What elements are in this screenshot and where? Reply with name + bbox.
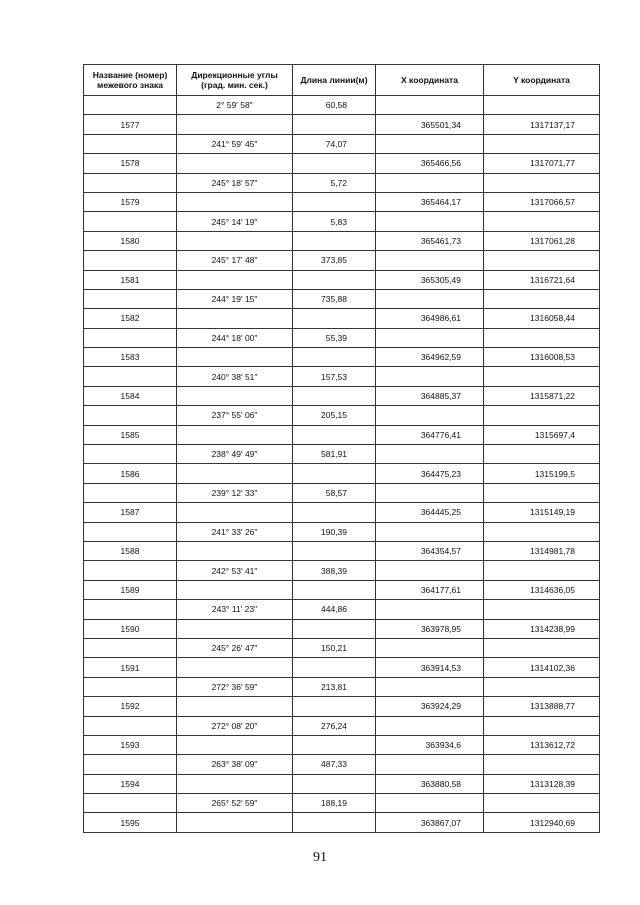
- cell-direction-angle: 240° 38' 51": [177, 367, 293, 386]
- cell-direction-angle: 272° 08' 20": [177, 716, 293, 735]
- page-number: 91: [313, 850, 327, 865]
- table-row-point: [84, 348, 600, 367]
- header-y-coordinate: Y координата: [484, 65, 600, 96]
- cell-mark-name-empty: [84, 483, 177, 502]
- cell-direction-angle: 241° 33' 26": [177, 522, 293, 541]
- cell-mark-name: 1591: [84, 658, 177, 677]
- cell-y-empty: [484, 96, 600, 115]
- cell-mark-name: 1590: [84, 619, 177, 638]
- table-row-point: [84, 425, 600, 444]
- cell-angle-empty: [177, 735, 293, 754]
- cell-mark-name-empty: [84, 367, 177, 386]
- cell-length-empty: [293, 115, 376, 134]
- cell-mark-name-empty: [84, 212, 177, 231]
- cell-x-empty: [376, 212, 484, 231]
- cell-mark-name: 1579: [84, 192, 177, 211]
- cell-x-empty: [376, 638, 484, 657]
- cell-y-coordinate: 1316721,64: [484, 270, 600, 289]
- cell-y-empty: [484, 600, 600, 619]
- cell-mark-name-empty: [84, 600, 177, 619]
- cell-mark-name: 1578: [84, 154, 177, 173]
- cell-mark-name-empty: [84, 677, 177, 696]
- cell-length-empty: [293, 348, 376, 367]
- cell-y-empty: [484, 716, 600, 735]
- table-row-segment: [84, 600, 600, 619]
- cell-line-length: 5,72: [293, 173, 376, 192]
- cell-x-empty: [376, 600, 484, 619]
- cell-x-coordinate: 363934,6: [376, 735, 484, 754]
- table-row-point: [84, 115, 600, 134]
- table-row-point: [84, 541, 600, 560]
- cell-y-coordinate: 1313888,77: [484, 697, 600, 716]
- cell-y-empty: [484, 677, 600, 696]
- cell-mark-name-empty: [84, 638, 177, 657]
- cell-angle-empty: [177, 541, 293, 560]
- header-mark-name: Название (номер) межевого знака: [84, 65, 177, 96]
- boundary-coordinates-table: [83, 64, 600, 833]
- cell-x-coordinate: 363978,95: [376, 619, 484, 638]
- cell-y-coordinate: 1314238,99: [484, 619, 600, 638]
- header-line-length: Длина линии(м): [293, 65, 376, 96]
- table-row-segment: [84, 96, 600, 115]
- cell-x-coordinate: 363914,53: [376, 658, 484, 677]
- cell-x-coordinate: 364885,37: [376, 386, 484, 405]
- cell-direction-angle: 242° 53' 41": [177, 561, 293, 580]
- cell-y-empty: [484, 638, 600, 657]
- cell-x-empty: [376, 794, 484, 813]
- cell-x-coordinate: 364986,61: [376, 309, 484, 328]
- cell-y-empty: [484, 794, 600, 813]
- cell-direction-angle: 243° 11' 23": [177, 600, 293, 619]
- cell-line-length: 58,57: [293, 483, 376, 502]
- cell-y-coordinate: 1314981,78: [484, 541, 600, 560]
- cell-x-coordinate: 365461,73: [376, 231, 484, 250]
- cell-direction-angle: 245° 14' 19": [177, 212, 293, 231]
- cell-angle-empty: [177, 697, 293, 716]
- cell-line-length: 55,39: [293, 328, 376, 347]
- cell-mark-name: 1595: [84, 813, 177, 832]
- header-direction-angle: Дирекционные углы (град. мин. сек.): [177, 65, 293, 96]
- cell-y-coordinate: 1313128,39: [484, 774, 600, 793]
- cell-x-empty: [376, 483, 484, 502]
- cell-y-coordinate: 1317137,17: [484, 115, 600, 134]
- cell-x-empty: [376, 289, 484, 308]
- cell-line-length: 581,91: [293, 445, 376, 464]
- cell-angle-empty: [177, 464, 293, 483]
- cell-x-empty: [376, 561, 484, 580]
- table-row-segment: [84, 445, 600, 464]
- cell-line-length: 444,86: [293, 600, 376, 619]
- cell-y-empty: [484, 483, 600, 502]
- cell-length-empty: [293, 774, 376, 793]
- cell-mark-name-empty: [84, 251, 177, 270]
- table-row-point: [84, 580, 600, 599]
- cell-direction-angle: 2° 59' 58": [177, 96, 293, 115]
- cell-y-coordinate: 1316058,44: [484, 309, 600, 328]
- cell-length-empty: [293, 270, 376, 289]
- cell-y-empty: [484, 251, 600, 270]
- table-row-segment: [84, 561, 600, 580]
- cell-angle-empty: [177, 115, 293, 134]
- cell-line-length: 157,53: [293, 367, 376, 386]
- cell-mark-name: 1594: [84, 774, 177, 793]
- cell-length-empty: [293, 231, 376, 250]
- cell-direction-angle: 241° 59' 45": [177, 134, 293, 153]
- cell-y-coordinate: 1312940,69: [484, 813, 600, 832]
- cell-direction-angle: 265° 52' 59": [177, 794, 293, 813]
- cell-direction-angle: 272° 36' 59": [177, 677, 293, 696]
- cell-length-empty: [293, 309, 376, 328]
- cell-direction-angle: 237° 55' 06": [177, 406, 293, 425]
- cell-length-empty: [293, 464, 376, 483]
- table-row-point: [84, 813, 600, 832]
- table-row-segment: [84, 328, 600, 347]
- cell-x-empty: [376, 406, 484, 425]
- table-row-point: [84, 619, 600, 638]
- cell-length-empty: [293, 503, 376, 522]
- cell-y-empty: [484, 173, 600, 192]
- cell-direction-angle: 245° 26' 47": [177, 638, 293, 657]
- cell-direction-angle: 263° 38' 09": [177, 755, 293, 774]
- cell-y-coordinate: 1317066,57: [484, 192, 600, 211]
- table-row-segment: [84, 212, 600, 231]
- cell-y-coordinate: 1313612,72: [484, 735, 600, 754]
- cell-length-empty: [293, 386, 376, 405]
- cell-y-empty: [484, 289, 600, 308]
- cell-x-coordinate: 364177,61: [376, 580, 484, 599]
- cell-line-length: 213,81: [293, 677, 376, 696]
- cell-line-length: 276,24: [293, 716, 376, 735]
- cell-x-empty: [376, 96, 484, 115]
- table-row-segment: [84, 251, 600, 270]
- cell-angle-empty: [177, 503, 293, 522]
- table-row-point: [84, 192, 600, 211]
- cell-y-empty: [484, 445, 600, 464]
- cell-x-coordinate: 363924,29: [376, 697, 484, 716]
- cell-x-empty: [376, 251, 484, 270]
- cell-angle-empty: [177, 309, 293, 328]
- cell-line-length: 74,07: [293, 134, 376, 153]
- cell-y-empty: [484, 406, 600, 425]
- cell-mark-name: 1587: [84, 503, 177, 522]
- table-row-point: [84, 735, 600, 754]
- cell-length-empty: [293, 813, 376, 832]
- cell-y-coordinate: 1315697,4: [484, 425, 600, 444]
- cell-x-empty: [376, 445, 484, 464]
- table-row-point: [84, 658, 600, 677]
- cell-angle-empty: [177, 813, 293, 832]
- cell-mark-name: 1586: [84, 464, 177, 483]
- cell-x-empty: [376, 716, 484, 735]
- cell-x-coordinate: 365501,34: [376, 115, 484, 134]
- cell-length-empty: [293, 541, 376, 560]
- cell-length-empty: [293, 425, 376, 444]
- cell-x-coordinate: 365305,49: [376, 270, 484, 289]
- cell-direction-angle: 245° 17' 48": [177, 251, 293, 270]
- cell-mark-name-empty: [84, 289, 177, 308]
- cell-x-empty: [376, 328, 484, 347]
- table-row-segment: [84, 755, 600, 774]
- cell-angle-empty: [177, 386, 293, 405]
- cell-mark-name: 1582: [84, 309, 177, 328]
- cell-angle-empty: [177, 774, 293, 793]
- cell-y-empty: [484, 328, 600, 347]
- cell-angle-empty: [177, 154, 293, 173]
- cell-y-coordinate: 1317061,28: [484, 231, 600, 250]
- table-row-point: [84, 697, 600, 716]
- cell-mark-name: 1583: [84, 348, 177, 367]
- cell-y-coordinate: 1315871,22: [484, 386, 600, 405]
- cell-mark-name-empty: [84, 716, 177, 735]
- cell-x-empty: [376, 134, 484, 153]
- cell-direction-angle: 239° 12' 33": [177, 483, 293, 502]
- cell-angle-empty: [177, 580, 293, 599]
- table-row-segment: [84, 638, 600, 657]
- table-row-segment: [84, 289, 600, 308]
- table-row-segment: [84, 794, 600, 813]
- table-row-segment: [84, 406, 600, 425]
- cell-x-empty: [376, 173, 484, 192]
- cell-length-empty: [293, 658, 376, 677]
- cell-y-coordinate: 1317071,77: [484, 154, 600, 173]
- cell-direction-angle: 244° 18' 00": [177, 328, 293, 347]
- cell-mark-name-empty: [84, 561, 177, 580]
- cell-y-coordinate: 1314636,05: [484, 580, 600, 599]
- table-row-segment: [84, 716, 600, 735]
- table-row-segment: [84, 134, 600, 153]
- cell-direction-angle: 244° 19' 15": [177, 289, 293, 308]
- table-row-segment: [84, 522, 600, 541]
- cell-mark-name-empty: [84, 406, 177, 425]
- cell-x-coordinate: 364445,25: [376, 503, 484, 522]
- table-row-point: [84, 386, 600, 405]
- cell-line-length: 205,15: [293, 406, 376, 425]
- cell-mark-name: 1589: [84, 580, 177, 599]
- cell-angle-empty: [177, 619, 293, 638]
- cell-mark-name: 1592: [84, 697, 177, 716]
- cell-length-empty: [293, 697, 376, 716]
- cell-y-coordinate: 1316008,53: [484, 348, 600, 367]
- cell-line-length: 188,19: [293, 794, 376, 813]
- cell-line-length: 190,39: [293, 522, 376, 541]
- cell-x-coordinate: 364962,59: [376, 348, 484, 367]
- cell-angle-empty: [177, 192, 293, 211]
- cell-y-coordinate: 1315149,19: [484, 503, 600, 522]
- cell-line-length: 735,88: [293, 289, 376, 308]
- cell-x-empty: [376, 755, 484, 774]
- cell-mark-name: 1585: [84, 425, 177, 444]
- cell-angle-empty: [177, 425, 293, 444]
- cell-y-empty: [484, 561, 600, 580]
- cell-direction-angle: 238° 49' 49": [177, 445, 293, 464]
- cell-angle-empty: [177, 231, 293, 250]
- cell-mark-name: 1577: [84, 115, 177, 134]
- cell-mark-name: 1593: [84, 735, 177, 754]
- cell-x-coordinate: 365464,17: [376, 192, 484, 211]
- table-row-point: [84, 503, 600, 522]
- cell-length-empty: [293, 154, 376, 173]
- cell-length-empty: [293, 580, 376, 599]
- cell-mark-name-empty: [84, 522, 177, 541]
- cell-mark-name-empty: [84, 173, 177, 192]
- cell-mark-name: 1584: [84, 386, 177, 405]
- cell-x-coordinate: 364354,57: [376, 541, 484, 560]
- cell-line-length: 150,21: [293, 638, 376, 657]
- cell-mark-name-empty: [84, 96, 177, 115]
- cell-x-coordinate: 363880,58: [376, 774, 484, 793]
- cell-y-coordinate: 1315199,5: [484, 464, 600, 483]
- cell-y-empty: [484, 755, 600, 774]
- cell-y-empty: [484, 522, 600, 541]
- cell-angle-empty: [177, 270, 293, 289]
- cell-mark-name-empty: [84, 755, 177, 774]
- table-row-point: [84, 464, 600, 483]
- cell-mark-name: 1588: [84, 541, 177, 560]
- cell-line-length: 60,58: [293, 96, 376, 115]
- table-row-point: [84, 774, 600, 793]
- cell-y-coordinate: 1314102,36: [484, 658, 600, 677]
- cell-angle-empty: [177, 658, 293, 677]
- header-x-coordinate: X координата: [376, 65, 484, 96]
- cell-x-empty: [376, 367, 484, 386]
- cell-x-coordinate: 364776,41: [376, 425, 484, 444]
- cell-angle-empty: [177, 348, 293, 367]
- cell-x-empty: [376, 677, 484, 696]
- cell-x-coordinate: 364475,23: [376, 464, 484, 483]
- cell-length-empty: [293, 192, 376, 211]
- table-row-segment: [84, 677, 600, 696]
- table-row-segment: [84, 483, 600, 502]
- table-row-point: [84, 231, 600, 250]
- cell-length-empty: [293, 735, 376, 754]
- cell-line-length: 5,83: [293, 212, 376, 231]
- cell-y-empty: [484, 134, 600, 153]
- cell-length-empty: [293, 619, 376, 638]
- cell-mark-name-empty: [84, 445, 177, 464]
- cell-mark-name-empty: [84, 794, 177, 813]
- table-row-segment: [84, 367, 600, 386]
- cell-x-coordinate: 363867,07: [376, 813, 484, 832]
- table-row-point: [84, 154, 600, 173]
- cell-mark-name: 1581: [84, 270, 177, 289]
- cell-mark-name-empty: [84, 328, 177, 347]
- table-header-row: [84, 65, 600, 96]
- cell-line-length: 373,85: [293, 251, 376, 270]
- table-row-segment: [84, 173, 600, 192]
- cell-x-empty: [376, 522, 484, 541]
- cell-y-empty: [484, 367, 600, 386]
- cell-mark-name: 1580: [84, 231, 177, 250]
- table-row-point: [84, 309, 600, 328]
- cell-y-empty: [484, 212, 600, 231]
- cell-direction-angle: 245° 18' 57": [177, 173, 293, 192]
- cell-line-length: 487,33: [293, 755, 376, 774]
- cell-mark-name-empty: [84, 134, 177, 153]
- cell-line-length: 388,39: [293, 561, 376, 580]
- table-row-point: [84, 270, 600, 289]
- cell-x-coordinate: 365466,56: [376, 154, 484, 173]
